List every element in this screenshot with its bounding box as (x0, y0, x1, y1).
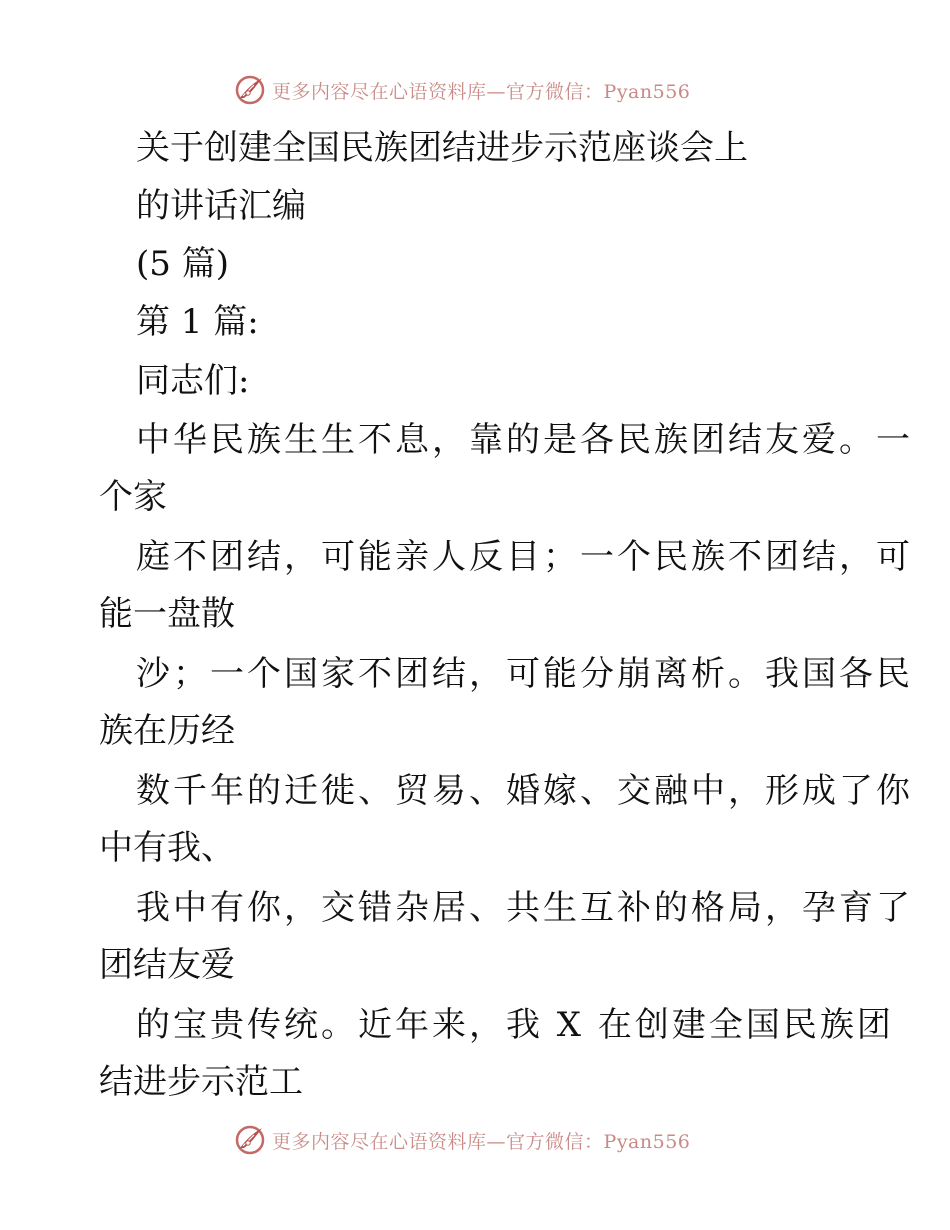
banner-dash: — (486, 80, 507, 103)
body-line: 族在历经 (99, 711, 235, 751)
footer-banner-text (272, 1127, 690, 1154)
body-line: 我中有你，交错杂居、共生互补的格局，孕育了 (136, 888, 913, 928)
body-line: 的宝贵传统。近年来，我 X 在创建全国民族团 (136, 1005, 894, 1045)
banner-site-text: 更多内容尽在心语资料库 (272, 1130, 487, 1153)
body-line: 个家 (99, 477, 167, 517)
banner-wechat-label: 官方微信： (506, 80, 604, 103)
header-banner-text (272, 77, 690, 104)
document-title-line-1: 关于创建全国民族团结进步示范座谈会上 (136, 128, 748, 168)
body-line: 数千年的迁徙、贸易、婚嫁、交融中，形成了你 (136, 771, 913, 811)
footer-banner (234, 1122, 690, 1158)
quill-logo-icon (234, 1124, 266, 1156)
salutation: 同志们: (136, 361, 250, 401)
header-banner (234, 72, 690, 108)
body-line: 中华民族生生不息，靠的是各民族团结友爱。一 (136, 420, 913, 460)
document-count: (5 篇) (136, 244, 229, 284)
quill-logo-icon (234, 74, 266, 106)
banner-wechat-id: Pyan556 (603, 1130, 691, 1153)
banner-site-text: 更多内容尽在心语资料库 (272, 80, 487, 103)
banner-wechat-label: 官方微信： (506, 1130, 604, 1153)
body-line: 结进步示范工 (99, 1062, 303, 1102)
body-line: 能一盘散 (99, 594, 235, 634)
banner-dash: — (486, 1130, 507, 1153)
body-line: 团结友爱 (99, 945, 235, 985)
document-title-line-2: 的讲话汇编 (136, 186, 306, 226)
banner-wechat-id: Pyan556 (603, 80, 691, 103)
body-line: 中有我、 (99, 828, 235, 868)
section-heading: 第 1 篇: (136, 302, 259, 342)
body-line: 庭不团结，可能亲人反目；一个民族不团结，可 (136, 537, 913, 577)
body-line: 沙；一个国家不团结，可能分崩离析。我国各民 (136, 654, 913, 694)
